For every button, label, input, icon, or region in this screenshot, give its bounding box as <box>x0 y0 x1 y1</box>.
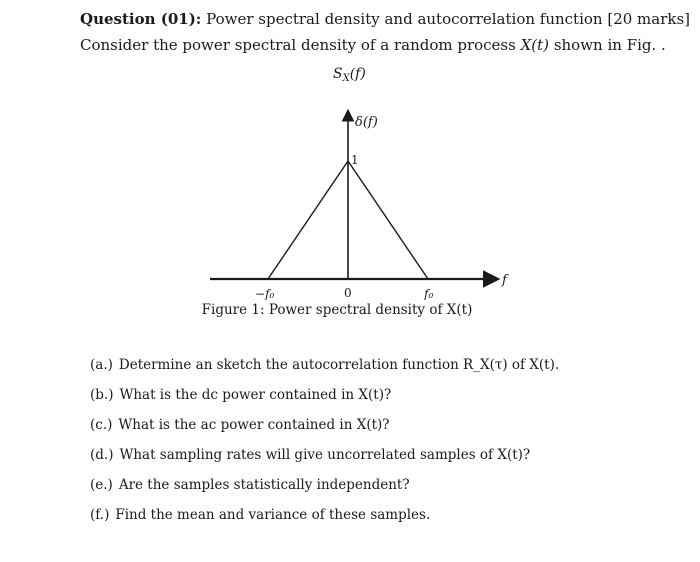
intro-figure-ref: shown in Fig. . <box>553 36 666 54</box>
sub-question-text: Determine an sketch the autocorrelation function R_X(τ) of X(t). <box>118 357 560 373</box>
sub-question-label: (c.) <box>90 417 113 433</box>
sub-question-text: What sampling rates will give uncorrelated samples of X(t)? <box>119 447 531 463</box>
question-number: Question (01): <box>80 10 202 28</box>
intro-process-symbol: X(t) <box>520 36 550 54</box>
x-axis-label: f <box>502 273 507 288</box>
sub-question <box>90 350 559 380</box>
sub-question-text: Find the mean and variance of these samples. <box>115 507 431 523</box>
tick-label-zero: 0 <box>344 286 352 300</box>
intro-text: Consider the power spectral density of a random process <box>80 36 516 54</box>
figure-caption-row <box>0 302 700 318</box>
psd-figure <box>0 60 700 300</box>
sub-question-list <box>90 350 559 530</box>
sub-question-label: (e.) <box>90 477 113 493</box>
sub-question-text: What is the dc power contained in X(t)? <box>119 387 392 403</box>
y-axis-label: $S_X(f)$ <box>333 66 366 84</box>
sub-question-label: (a.) <box>90 357 113 373</box>
tick-label-neg-f0: −f₀ <box>255 287 275 300</box>
sub-question <box>90 500 559 530</box>
delta-label: δ(f) <box>355 115 378 130</box>
sub-question <box>90 470 559 500</box>
sub-question-label: (f.) <box>90 507 110 523</box>
sub-question <box>90 380 559 410</box>
sub-question-text: Are the samples statistically independent? <box>118 477 410 493</box>
sub-question <box>90 410 559 440</box>
figure-caption: Figure 1: Power spectral density of X(t) <box>201 302 473 318</box>
question-title <box>80 8 690 30</box>
sub-question-text: What is the ac power contained in X(t)? <box>118 417 390 433</box>
sub-question-label: (b.) <box>90 387 114 403</box>
peak-value-label: 1 <box>351 153 359 167</box>
tick-label-pos-f0: f₀ <box>424 287 434 300</box>
sub-question-label: (d.) <box>90 447 114 463</box>
question-intro <box>80 34 666 56</box>
sub-question <box>90 440 559 470</box>
question-topic: Power spectral density and autocorrelation function [20 marks] <box>206 10 691 28</box>
